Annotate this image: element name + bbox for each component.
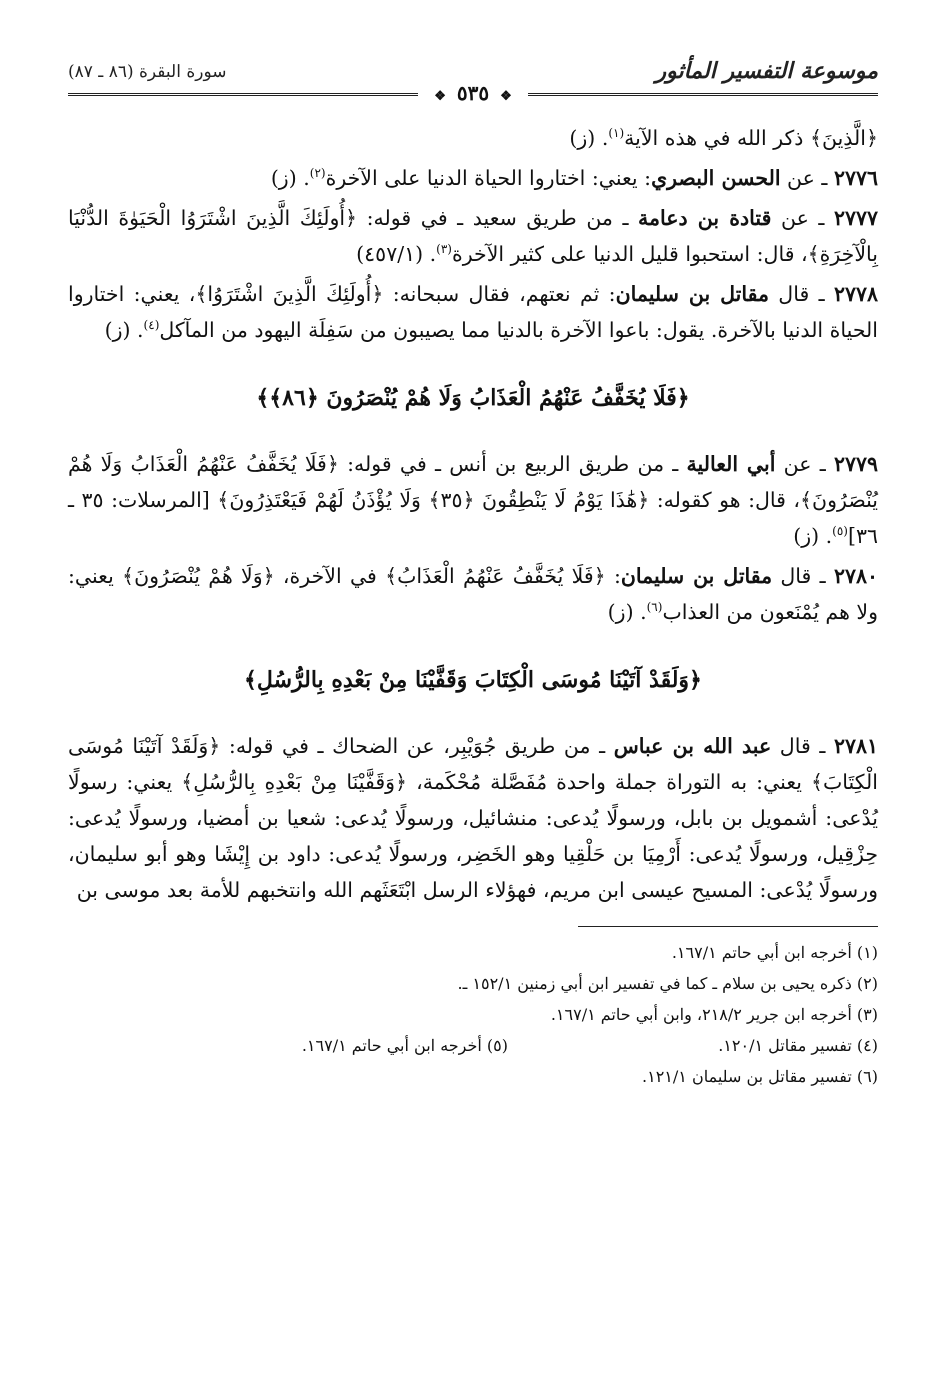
paragraph: [68, 558, 878, 630]
entry-number: ٢٧٧٧: [833, 206, 878, 230]
text-segment: ـ قال: [772, 564, 826, 588]
text-segment: . (ز): [270, 166, 310, 190]
paragraph: [68, 276, 878, 348]
footnote-ref[interactable]: (٣): [436, 242, 452, 257]
header-rule: [68, 81, 878, 105]
text-segment: ـ من طريق جُوَيْبِر، عن الضحاك ـ في قوله: ﴿وَلَقَدْ آتَيْنَا مُوسَى الْكِتَابَ﴾ يعني: به التوراة جملة واحدة مُفَصَّلة مُحْكَمة، ﴿وَقَفَّيْنَا مِنْ بَعْدِهِ بِالرُّسُلِ﴾ يعني: رسولًا يُدْعى: أشمويل بن بابل، ورسولًا يُدعى: منشائيل، ورسولًا يُدعى: شعيا بن أمضيا، ورسولًا يُدعى: حِزْقِيل، ورسولًا يُدعى: أَرْمِيَا بن حَلْقِيا وهو الخَضِر، ورسولًا يُدعى: داود بن إِيْشَا وهو أبو سليمان، ورسولًا يُدْعى: المسيح عيسى ابن مريم، فهؤلاء الرسل ابْتَعَثَهم الله وانتخبهم للأمة بعد موسى بن: [68, 734, 878, 902]
paragraph: [68, 200, 878, 272]
narrator-name: مقاتل بن سليمان: [620, 564, 773, 588]
text-segment: ـ عن: [771, 206, 825, 230]
text-segment: . (٤٥٧/١): [356, 242, 437, 266]
narrator-name: أبي العالية: [686, 452, 776, 476]
paragraph: [68, 446, 878, 554]
page: [68, 58, 878, 1092]
entry-number: ٢٧٨٠: [833, 564, 878, 588]
footnote: (٤) تفسير مقاتل ١٢٠/١.: [718, 1036, 878, 1055]
entry-number: ٢٧٧٦: [833, 166, 878, 190]
narrator-name: الحسن البصري: [651, 166, 781, 190]
text-segment: . (ز): [793, 524, 833, 548]
text-segment: ـ من طريق الربيع بن أنس ـ في قوله: ﴿فَلَا يُخَفَّفُ عَنْهُمُ الْعَذَابُ وَلَا هُمْ يُنْصَرُونَ﴾، قال: هو كقوله: ﴿هَٰذَا يَوْمُ لَا يَنْطِقُونَ ﴿٣٥﴾ وَلَا يُؤْذَنُ لَهُمْ فَيَعْتَذِرُونَ﴾ [المرسلات: ٣٥ ـ ٣٦]: [68, 452, 878, 548]
footnote-ref[interactable]: (٥): [832, 524, 848, 539]
footnote: (٦) تفسير مقاتل بن سليمان ١٢١/١.: [642, 1067, 878, 1086]
entry-number: ٢٧٨١: [833, 734, 878, 758]
footnote-ref[interactable]: (٦): [646, 600, 663, 615]
text-segment: : ثم نعتهم، فقال سبحانه: ﴿أُولَئِكَ الَّذِينَ اشْتَرَوُا﴾، يعني: اختاروا الحياة الدنيا بالآخرة. يقول: باعوا الآخرة بالدنيا مما يصيبون من سَفِلَة اليهود من المآكل: [68, 282, 878, 342]
ornament-icon: ❖: [434, 89, 446, 104]
text-segment: ـ قال: [771, 734, 826, 758]
verse-heading: ﴿فَلَا يُخَفَّفُ عَنْهُمُ الْعَذَابُ وَلَا هُمْ يُنْصَرُونَ ﴿٨٦﴾﴾: [256, 385, 690, 411]
footnote-ref[interactable]: (٤): [143, 318, 160, 333]
surah-label: سورة البقرة (٨٦ ـ ٨٧): [68, 62, 227, 82]
entry-number: ٢٧٧٩: [833, 452, 878, 476]
page-header: [68, 58, 878, 104]
page-number: ٥٣٥: [456, 81, 490, 105]
footnote: (٢) ذكره يحيى بن سلام ـ كما في تفسير ابن أبي زمنين ١٥٢/١ ـ.: [457, 974, 878, 993]
paragraph: [68, 160, 878, 196]
text-segment: . (ز): [104, 318, 144, 342]
text-segment: . (ز): [607, 600, 647, 624]
page-number-block: [68, 81, 878, 105]
footnote-divider: [578, 926, 878, 927]
text-segment: : ﴿فَلَا يُخَفَّفُ عَنْهُمُ الْعَذَابُ﴾ في الآخرة، ﴿وَلَا هُمْ يُنْصَرُونَ﴾ يعني: ولا هم يُمْنَعون من العذاب: [68, 564, 878, 624]
paragraph: [68, 120, 878, 156]
footnote-ref[interactable]: (٢): [309, 166, 326, 181]
text-segment: ـ عن: [775, 452, 826, 476]
paragraph: [68, 728, 878, 908]
entry-number: ٢٧٧٨: [833, 282, 878, 306]
footnote: (٥) أخرجه ابن أبي حاتم ١٦٧/١.: [301, 1036, 508, 1055]
footnote-ref[interactable]: (١): [608, 126, 625, 141]
footnotes: [68, 937, 878, 1092]
main-text: [68, 120, 878, 1092]
text-segment: : يعني: اختاروا الحياة الدنيا على الآخرة: [325, 166, 652, 190]
footnote-row: [68, 1030, 878, 1061]
narrator-name: مقاتل بن سليمان: [615, 282, 769, 306]
text-segment: ﴿الَّذِينَ﴾ ذكر الله في هذه الآية: [624, 126, 878, 150]
ornament-icon: ❖: [500, 89, 512, 104]
text-segment: ـ عن: [780, 166, 828, 190]
book-title: موسوعة التفسير المأثور: [655, 58, 878, 84]
text-segment: ـ من طريق سعيد ـ في قوله: ﴿أُولَئِكَ الَّذِينَ اشْتَرَوُا الْحَيَوٰةَ الدُّنْيَا بِالْآخِرَةِ﴾، قال: استحبوا قليل الدنيا على كثير الآخرة: [68, 206, 878, 266]
text-segment: ـ قال: [768, 282, 825, 306]
narrator-name: عبد الله بن عباس: [613, 734, 772, 758]
footnote: (٣) أخرجه ابن جرير ٢١٨/٢، وابن أبي حاتم ١٦٧/١.: [550, 1005, 878, 1024]
verse-heading: ﴿وَلَقَدْ آتَيْنَا مُوسَى الْكِتَابَ وَقَفَّيْنَا مِنْ بَعْدِهِ بِالرُّسُلِ﴾: [244, 667, 702, 693]
footnote: (١) أخرجه ابن أبي حاتم ١٦٧/١.: [671, 943, 878, 962]
narrator-name: قتادة بن دعامة: [638, 206, 772, 230]
text-segment: . (ز): [569, 126, 609, 150]
